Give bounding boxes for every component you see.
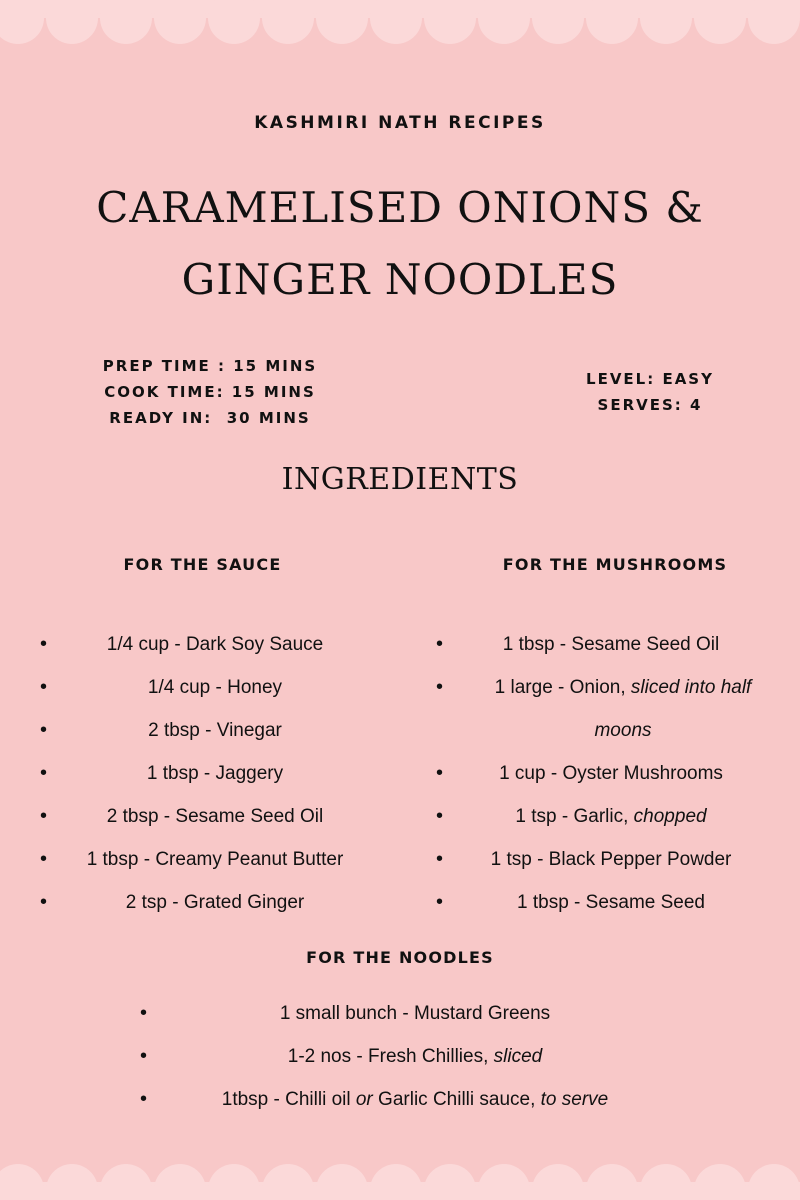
difficulty-info: [530, 366, 770, 418]
brand-name: KASHMIRI NATH RECIPES: [254, 113, 546, 133]
bullet-icon: •: [140, 1045, 148, 1067]
ingredients-heading: INGREDIENTS: [281, 462, 519, 497]
list-item: • 1 tsp - Garlic, chopped: [436, 795, 786, 838]
bullet-icon: •: [40, 762, 48, 784]
serves: SERVES: 4: [597, 396, 703, 414]
list-item: • 2 tbsp - Sesame Seed Oil: [40, 795, 390, 838]
bullet-icon: •: [40, 805, 48, 827]
list-item: • 1-2 nos - Fresh Chillies, sliced: [140, 1035, 690, 1078]
ready-time: READY IN: 30 MINS: [109, 409, 311, 427]
bullet-icon: •: [436, 848, 444, 870]
list-item: • 1 tbsp - Creamy Peanut Butter: [40, 838, 390, 881]
list-item: • 1 large - Onion, sliced into half moons: [436, 666, 786, 752]
recipe-title-line-2: GINGER NOODLES: [181, 255, 619, 304]
bullet-icon: •: [40, 633, 48, 655]
bullet-icon: •: [436, 805, 444, 827]
bullet-icon: •: [436, 891, 444, 913]
sauce-list: [40, 623, 390, 924]
cook-time: COOK TIME: 15 MINS: [104, 383, 316, 401]
list-item: • 1 tbsp - Jaggery: [40, 752, 390, 795]
sauce-heading: FOR THE SAUCE: [123, 555, 282, 574]
mushrooms-list: [436, 623, 786, 924]
level: LEVEL: EASY: [586, 370, 714, 388]
scallop-border-bottom: [0, 1154, 800, 1200]
bullet-icon: •: [40, 719, 48, 741]
noodles-list: [140, 992, 690, 1121]
scallop-border-top: [0, 0, 800, 46]
bullet-icon: •: [40, 891, 48, 913]
list-item: • 1/4 cup - Dark Soy Sauce: [40, 623, 390, 666]
list-item: • 1/4 cup - Honey: [40, 666, 390, 709]
recipe-title-line-1: CARAMELISED ONIONS &: [96, 183, 704, 232]
mushrooms-heading: FOR THE MUSHROOMS: [502, 555, 728, 574]
prep-time: PREP TIME : 15 MINS: [102, 357, 318, 375]
noodles-heading: FOR THE NOODLES: [306, 948, 494, 967]
bullet-icon: •: [436, 633, 444, 655]
bullet-icon: •: [40, 676, 48, 698]
list-item: • 2 tsp - Grated Ginger: [40, 881, 390, 924]
list-item: • 1 tsp - Black Pepper Powder: [436, 838, 786, 881]
list-item: • 2 tbsp - Vinegar: [40, 709, 390, 752]
list-item: • 1 tbsp - Sesame Seed: [436, 881, 786, 924]
bullet-icon: •: [436, 762, 444, 784]
list-item: • 1 cup - Oyster Mushrooms: [436, 752, 786, 795]
bullet-icon: •: [436, 676, 444, 698]
recipe-title: [0, 172, 800, 316]
time-info: [80, 353, 340, 431]
bullet-icon: •: [140, 1088, 148, 1110]
list-item: • 1tbsp - Chilli oil or Garlic Chilli sauce, to serve: [140, 1078, 690, 1121]
list-item: • 1 small bunch - Mustard Greens: [140, 992, 690, 1035]
bullet-icon: •: [140, 1002, 148, 1024]
list-item: • 1 tbsp - Sesame Seed Oil: [436, 623, 786, 666]
bullet-icon: •: [40, 848, 48, 870]
